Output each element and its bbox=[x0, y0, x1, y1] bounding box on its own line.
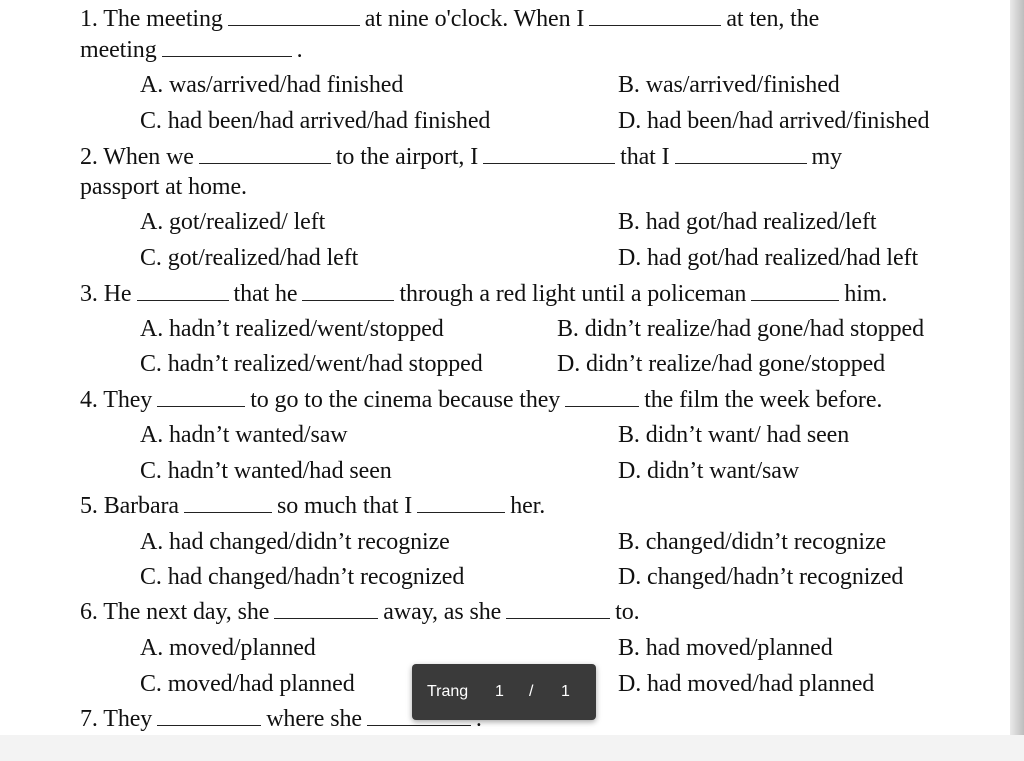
option-c: C. had changed/hadn’t recognized bbox=[140, 564, 465, 590]
answer-blank bbox=[675, 145, 807, 164]
current-page-number: 1 bbox=[495, 683, 504, 700]
question-text: so much that I bbox=[276, 493, 413, 519]
question-6-stem bbox=[80, 598, 640, 626]
answer-blank bbox=[506, 600, 610, 619]
option-b: B. had got/had realized/left bbox=[618, 209, 877, 235]
option-b: B. didn’t want/ had seen bbox=[618, 422, 850, 448]
question-text: the film the week before. bbox=[644, 387, 883, 413]
question-text: him. bbox=[844, 281, 888, 307]
answer-blank bbox=[751, 282, 839, 301]
option-b: B. changed/didn’t recognize bbox=[618, 529, 887, 555]
option-d: D. had moved/had planned bbox=[618, 671, 875, 697]
question-text: that I bbox=[620, 144, 670, 170]
question-text: to. bbox=[615, 599, 640, 625]
option-d: D. changed/hadn’t recognized bbox=[618, 564, 904, 590]
answer-blank bbox=[483, 145, 615, 164]
page-edge-shadow bbox=[1010, 0, 1024, 735]
question-3-stem bbox=[80, 280, 887, 308]
option-a: A. hadn’t wanted/saw bbox=[140, 422, 348, 448]
question-text: that he bbox=[233, 281, 298, 307]
viewer-background bbox=[0, 735, 1024, 761]
option-b: B. was/arrived/finished bbox=[618, 72, 840, 98]
option-a: A. had changed/didn’t recognize bbox=[140, 529, 450, 555]
answer-blank bbox=[417, 494, 505, 513]
question-text: meeting bbox=[80, 37, 157, 63]
question-text: at ten, the bbox=[726, 6, 820, 32]
option-c: C. had been/had arrived/had finished bbox=[140, 108, 491, 134]
option-a: A. moved/planned bbox=[140, 635, 316, 661]
question-text: her. bbox=[510, 493, 546, 519]
answer-blank bbox=[274, 600, 378, 619]
option-a: A. got/realized/ left bbox=[140, 209, 326, 235]
question-1-stem-cont bbox=[80, 36, 303, 64]
question-text: to the airport, I bbox=[335, 144, 479, 170]
option-c: C. moved/had planned bbox=[140, 671, 355, 697]
total-page-count: 1 bbox=[561, 683, 570, 700]
question-text: . bbox=[296, 37, 303, 63]
question-text: through a red light until a policeman bbox=[399, 281, 747, 307]
question-text: 2. When we bbox=[80, 144, 194, 170]
answer-blank bbox=[302, 282, 394, 301]
option-a: A. was/arrived/had finished bbox=[140, 72, 404, 98]
page-separator: / bbox=[529, 683, 534, 700]
answer-blank bbox=[137, 282, 229, 301]
answer-blank bbox=[157, 707, 261, 726]
question-text: to go to the cinema because they bbox=[250, 387, 561, 413]
page-label: Trang bbox=[427, 683, 469, 700]
option-c: C. hadn’t wanted/had seen bbox=[140, 458, 392, 484]
question-5-stem bbox=[80, 492, 545, 520]
answer-blank bbox=[589, 7, 721, 26]
question-text: 3. He bbox=[80, 281, 132, 307]
option-c: C. hadn’t realized/went/had stopped bbox=[140, 351, 483, 377]
answer-blank bbox=[199, 145, 331, 164]
answer-blank bbox=[565, 388, 639, 407]
question-2-stem bbox=[80, 143, 842, 171]
question-2-stem-cont: passport at home. bbox=[80, 174, 247, 200]
question-text: 6. The next day, she bbox=[80, 599, 270, 625]
question-text: 4. They bbox=[80, 387, 153, 413]
option-d: D. had got/had realized/had left bbox=[618, 245, 919, 271]
option-a: A. hadn’t realized/went/stopped bbox=[140, 316, 444, 342]
question-text: where she bbox=[266, 706, 362, 732]
option-d: D. didn’t realize/had gone/stopped bbox=[557, 351, 886, 377]
question-text: 7. They bbox=[80, 706, 153, 732]
option-c: C. got/realized/had left bbox=[140, 245, 359, 271]
page-indicator[interactable] bbox=[412, 664, 596, 720]
question-text: 5. Barbara bbox=[80, 493, 179, 519]
question-1-stem bbox=[80, 5, 819, 33]
question-4-stem bbox=[80, 386, 882, 414]
question-text: at nine o'clock. When I bbox=[364, 6, 585, 32]
option-b: B. had moved/planned bbox=[618, 635, 833, 661]
option-d: D. had been/had arrived/finished bbox=[618, 108, 930, 134]
question-text: away, as she bbox=[383, 599, 502, 625]
option-b: B. didn’t realize/had gone/had stopped bbox=[557, 316, 924, 342]
answer-blank bbox=[157, 388, 245, 407]
question-text: 1. The meeting bbox=[80, 6, 223, 32]
answer-blank bbox=[162, 38, 292, 57]
answer-blank bbox=[184, 494, 272, 513]
answer-blank bbox=[228, 7, 360, 26]
option-d: D. didn’t want/saw bbox=[618, 458, 800, 484]
question-text: my bbox=[811, 144, 842, 170]
